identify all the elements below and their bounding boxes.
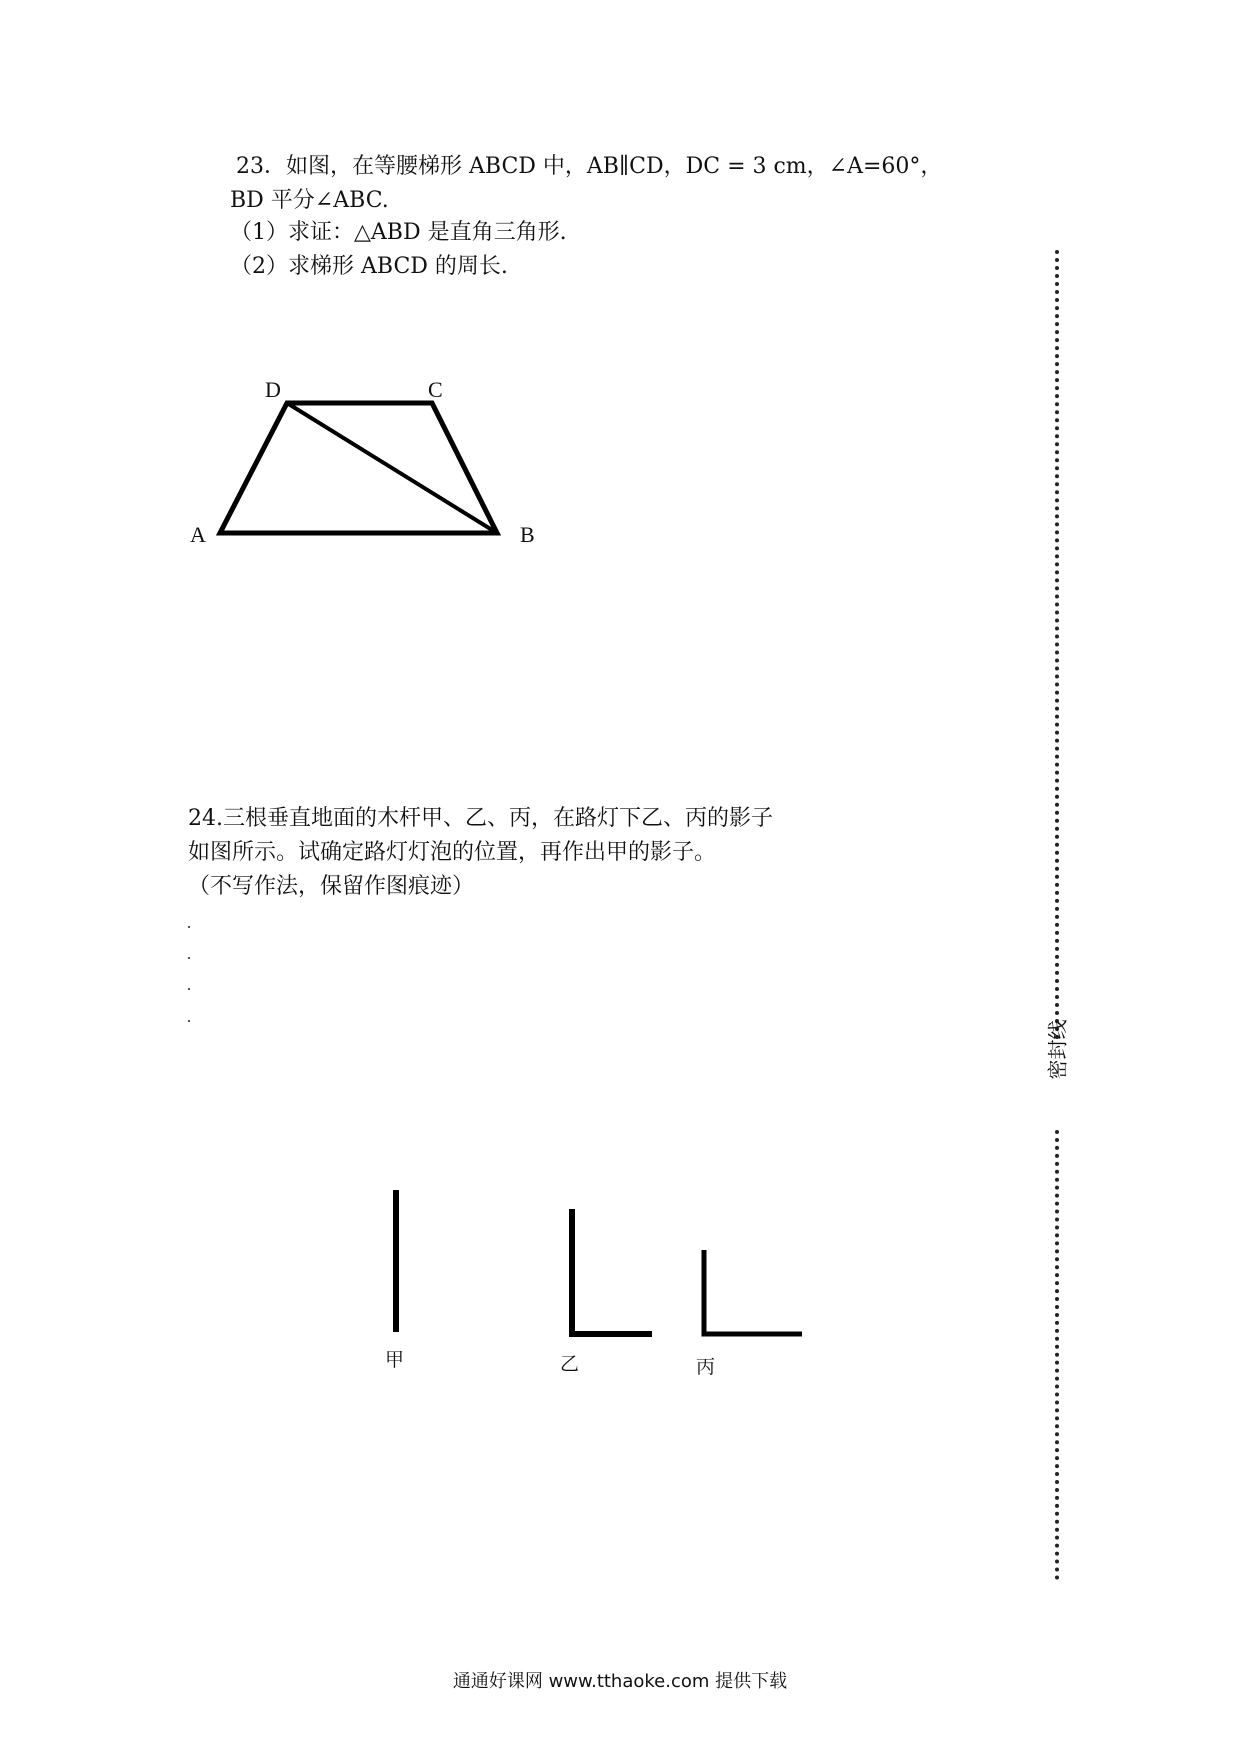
q23-line-1: 23．如图，在等腰梯形 ABCD 中，AB∥CD，DC = 3 cm，∠A=60°， (236, 154, 943, 179)
seal-line-label: 密封线 (1045, 1019, 1070, 1080)
trapezoid-abcd (220, 403, 497, 533)
vertex-c-label: C (428, 377, 443, 402)
seal-dots-upper (1055, 250, 1059, 1040)
q23-line-2: BD 平分∠ABC. (230, 188, 389, 213)
pole-yi-with-shadow (572, 1209, 652, 1334)
speck (188, 988, 190, 990)
vertex-a-label: A (190, 522, 206, 547)
q23-line-3: （1）求证：△ABD 是直角三角形. (230, 220, 567, 245)
pole-jia-label: 甲 (385, 1349, 405, 1371)
pole-bing-label: 丙 (696, 1356, 716, 1378)
speck (188, 957, 190, 959)
speck (188, 1020, 190, 1022)
page-footer: 通通好课网 www.tthaoke.com 提供下载 (452, 1671, 788, 1692)
seal-line (1045, 250, 1070, 1580)
vertex-b-label: B (520, 522, 535, 547)
q24-line-3: （不写作法，保留作图痕迹） (188, 874, 475, 899)
q24-line-1: 24.三根垂直地面的木杆甲、乙、丙，在路灯下乙、丙的影子 (188, 806, 773, 831)
seal-dots-lower (1055, 1130, 1059, 1580)
q23-line-4: （2）求梯形 ABCD 的周长. (230, 254, 508, 279)
speck (188, 926, 190, 928)
q24-line-2: 如图所示。试确定路灯灯泡的位置，再作出甲的影子。 (188, 840, 717, 865)
pole-bing-with-shadow (704, 1250, 802, 1334)
pole-yi-label: 乙 (560, 1353, 580, 1375)
vertex-d-label: D (265, 377, 281, 402)
